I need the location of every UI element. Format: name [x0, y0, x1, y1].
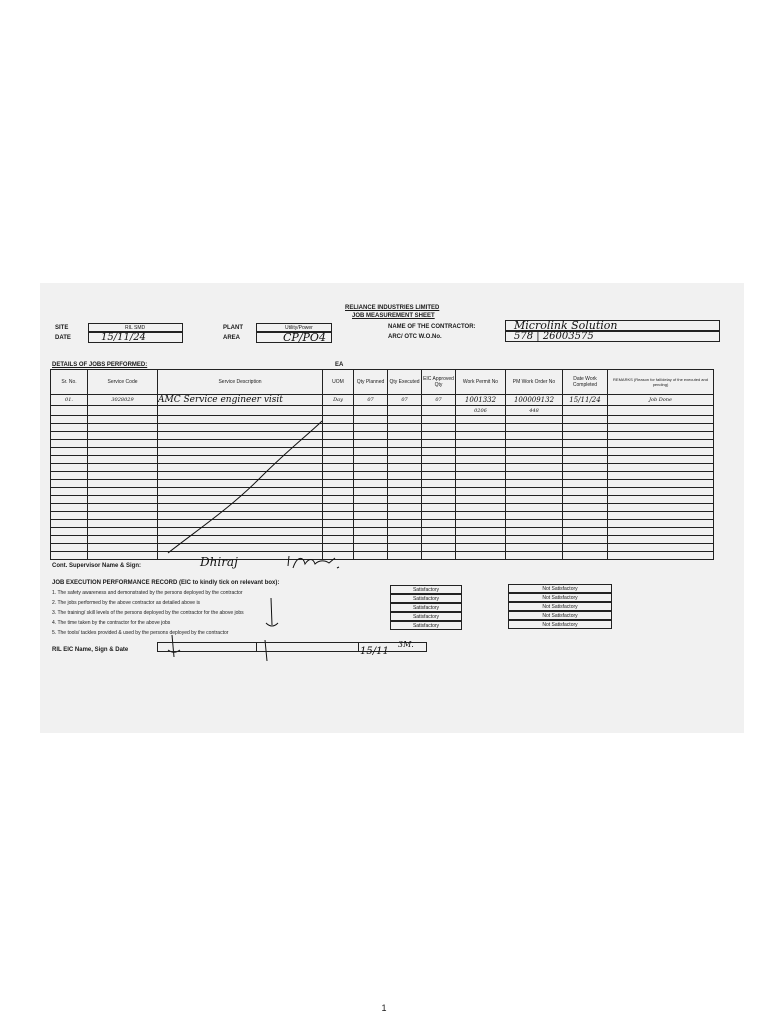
not-satisfactory-box-2[interactable]: Not Satisfactory	[508, 593, 612, 602]
plant-label: PLANT	[223, 325, 243, 331]
col-uom: UOM	[323, 370, 354, 395]
date-label: DATE	[55, 335, 71, 341]
empty-row	[51, 528, 714, 536]
site-box	[88, 323, 183, 332]
jobs-table	[50, 369, 714, 560]
col-eic-approved-qty: EIC Approved Qty	[422, 370, 456, 395]
sheet-title: JOB MEASUREMENT SHEET	[352, 313, 435, 319]
performance-title: JOB EXECUTION PERFORMANCE RECORD (EIC to kindly tick on relevant box):	[52, 580, 280, 586]
empty-row	[51, 536, 714, 544]
empty-row	[51, 456, 714, 464]
cell-work-permit-no-2: 0206	[456, 406, 506, 416]
contractor-box	[505, 320, 720, 331]
cell-qty-planned: 07	[354, 395, 388, 406]
area-value: CP/PO4	[283, 331, 326, 344]
empty-row	[51, 424, 714, 432]
empty-row	[51, 520, 714, 528]
satisfactory-box-2[interactable]: Satisfactory	[390, 594, 462, 603]
cell-uom: Day	[323, 395, 354, 406]
strike-line	[160, 418, 330, 558]
empty-row	[51, 496, 714, 504]
col-qty-executed: Qty Executed	[388, 370, 422, 395]
table-row	[51, 406, 714, 416]
details-label: DETAILS OF JOBS PERFORMED:	[52, 362, 148, 368]
satisfactory-box-5[interactable]: Satisfactory	[390, 621, 462, 630]
satisfactory-box-1[interactable]: Satisfactory	[390, 585, 462, 594]
cell-service-description: AMC Service engineer visit	[158, 395, 323, 406]
performance-item-1: 1. The safety awareness and demonstrated by the persons deployed by the contractor	[52, 590, 243, 596]
col-service-code: Service Code	[88, 370, 158, 395]
empty-row	[51, 416, 714, 424]
empty-row	[51, 448, 714, 456]
empty-row	[51, 480, 714, 488]
ea-label: EA	[335, 362, 344, 368]
performance-item-2: 2. The jobs performed by the above contractor as detailed above is	[52, 600, 201, 606]
not-satisfactory-box-3[interactable]: Not Satisfactory	[508, 602, 612, 611]
contractor-value: Microlink Solution	[514, 319, 618, 332]
cell-remarks: Job Done	[608, 395, 714, 406]
eic-date: 15/11	[360, 646, 389, 657]
wo-box	[505, 331, 720, 342]
date-box	[88, 332, 183, 343]
empty-row	[51, 544, 714, 552]
performance-item-4: 4. The time taken by the contractor for the above jobs	[52, 620, 171, 626]
empty-row	[51, 512, 714, 520]
satisfactory-box-3[interactable]: Satisfactory	[390, 603, 462, 612]
tick-marks	[160, 595, 300, 665]
empty-row	[51, 440, 714, 448]
cell-date-completed: 15/11/24	[563, 395, 608, 406]
date-value: 15/11/24	[101, 332, 146, 343]
cell-service-code: 3028029	[88, 395, 158, 406]
empty-row	[51, 552, 714, 560]
eic-note: 3M.	[398, 640, 414, 649]
col-pm-work-order-no: PM Work Order No	[506, 370, 563, 395]
supervisor-signature	[285, 552, 345, 572]
not-satisfactory-box-1[interactable]: Not Satisfactory	[508, 584, 612, 593]
cell-sr-no: 01.	[51, 395, 88, 406]
cell-eic-approved-qty: 07	[422, 395, 456, 406]
satisfactory-box-4[interactable]: Satisfactory	[390, 612, 462, 621]
performance-item-5: 5. The tools/ tackles provided & used by the persons deployed by the contractor	[52, 630, 229, 636]
supervisor-name: Dhiraj	[200, 555, 238, 569]
eic-label: RIL EIC Name, Sign & Date	[52, 647, 129, 653]
page-number: 1	[381, 1003, 387, 1013]
empty-row	[51, 504, 714, 512]
table-row	[51, 395, 714, 406]
site-value: RIL SMD	[125, 325, 146, 331]
col-qty-planned: Qty Planned	[354, 370, 388, 395]
performance-item-3: 3. The training/ skill levels of the persons deployed by the contractor for the above jobs	[52, 610, 244, 616]
empty-row	[51, 464, 714, 472]
wo-label: ARC/ OTC W.O.No.	[388, 334, 442, 340]
area-label: AREA	[223, 335, 241, 341]
supervisor-label: Cont. Supervisor Name & Sign:	[52, 563, 142, 569]
col-date-work-completed: Date Work Completed	[563, 370, 608, 395]
company-name: RELIANCE INDUSTRIES LIMITED	[345, 305, 440, 311]
wo-value: 578 | 26003575	[514, 331, 594, 342]
col-work-permit-no: Work Permit No	[456, 370, 506, 395]
table-header-row	[51, 370, 714, 395]
site-label: SITE	[55, 325, 69, 331]
empty-row	[51, 432, 714, 440]
not-satisfactory-box-4[interactable]: Not Satisfactory	[508, 611, 612, 620]
cell-pm-work-order-no: 100009132	[506, 395, 563, 406]
not-satisfactory-box-5[interactable]: Not Satisfactory	[508, 620, 612, 629]
cell-work-permit-no: 1001332	[456, 395, 506, 406]
cell-pm-work-order-no-2: 448	[506, 406, 563, 416]
area-box	[256, 332, 332, 343]
empty-row	[51, 488, 714, 496]
col-remarks: REMARKS (Reason for fall/delay of the executed and pending)	[608, 370, 714, 395]
col-sr-no: Sr. No.	[51, 370, 88, 395]
plant-value: Utility/Power	[285, 325, 313, 331]
col-service-description: Service Description	[158, 370, 323, 395]
empty-row	[51, 472, 714, 480]
cell-qty-executed: 07	[388, 395, 422, 406]
contractor-label: NAME OF THE CONTRACTOR:	[388, 324, 476, 330]
